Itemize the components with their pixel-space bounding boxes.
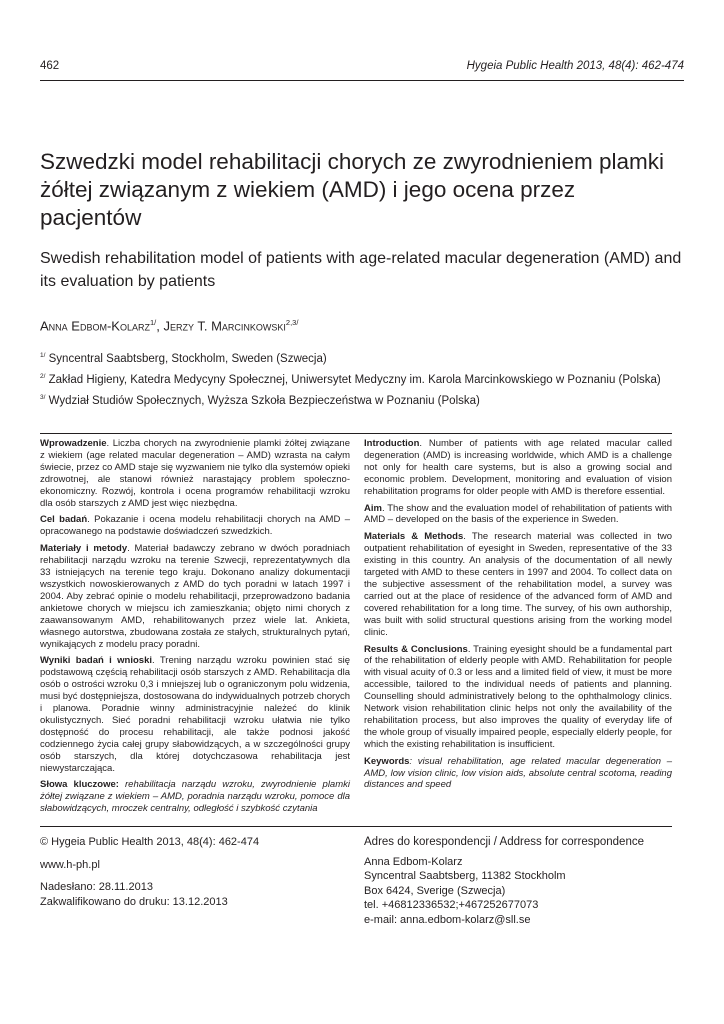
affiliations <box>40 347 661 409</box>
copyright-line: © Hygeia Public Health 2013, 48(4): 462-474 <box>40 836 260 848</box>
abstract-section: Cel badań. Pokazanie i ocena modelu rehabilitacji chorych na AMD – opracowanego na podstawie doświadczeń szwedzkich. <box>40 514 350 538</box>
keywords: Słowa kluczowe: rehabilitacja narządu wzroku, zwyrodnienie plamki żółtej związane z wiekiem – AMD, poradnia narządu wzroku, pomoce dla słabowidzących, mroczek centralny, odległość i szybkość czytania <box>40 779 350 815</box>
section-label: Wprowadzenie <box>40 438 107 449</box>
title-polish: Szwedzki model rehabilitacji chorych ze zwyrodnieniem plamki żółtej związanym z wiekiem (AMD) i jego ocena przez pacjentów <box>40 149 665 230</box>
abstract-section: Materials & Methods. The research material was collected in two outpatient rehabilitation of eyesight in Sweden, representative of the 33 existing in this country. An analysis of the documentation of all newly targeted with AMD to these centers in 1997 and 2004. To collect data on the subjective assessment of the rehabilitation model, a survey was carried out at the place of residence of the advanced form of AMD and covered rehabilitation for a long time. The survey, of his own authorship, was built with solid structural questions arising from the working model clinic. <box>364 531 672 638</box>
affiliation: $^{3/}$ Wydział Studiów Społecznych, Wyższa Szkoła Bezpieczeństwa w Poznaniu (Polska) <box>40 393 480 407</box>
abstract-english <box>364 438 672 796</box>
correspondence-heading: Adres do korespondencji / Address for correspondence <box>364 836 644 848</box>
author-name: Jerzy T. Marcinkowski <box>163 318 286 334</box>
section-label: Wyniki badań i wnioski <box>40 655 152 667</box>
abstract-section: Introduction. Number of patients with age related macular called degeneration (AMD) is increasing worldwide, which AMD is a challenge not only for health care systems, but is also a growing social and economic problem. Development, monitoring and evaluation of vision rehabilitation programs for older people with AMD is therefore essential. <box>364 438 672 497</box>
section-label: Materiały i metody <box>40 543 128 555</box>
section-label: Słowa kluczowe: <box>40 779 119 791</box>
header-rule <box>40 80 684 81</box>
page-number: 462 <box>40 60 60 72</box>
abstract-section: Results & Conclusions. Training eyesight should be a fundamental part of the rehabilitation of elderly people with AMD. Rehabilitation for people with visual acuity of 0.3 or less and a limited field of view, it must be more accessible, tailored to the individual needs of patients and planning. Counselling should administratively belong to the ophthalmology clinics. Network vision rehabilitation clinic helps not only the availability of the rehabilitation process, but also improves the quality of everyday life of the whole group of visually impaired people, especially elderly people, for which the existing rehabilitation is insufficient. <box>364 643 672 750</box>
running-header <box>40 60 684 76</box>
author-affiliation-ref: 1/ <box>149 318 157 327</box>
section-label: Aim <box>364 502 382 514</box>
correspondence-line: Box 6424, Sverige (Szwecja) <box>364 884 506 897</box>
abstract-top-rule <box>40 433 672 434</box>
author-list <box>40 318 298 333</box>
section-label: Keywords <box>364 755 410 767</box>
section-label: Results & Conclusions <box>364 643 468 655</box>
section-label: Introduction <box>364 438 420 449</box>
section-label: Cel badań <box>40 514 88 526</box>
publication-info <box>40 835 340 909</box>
correspondence-line: tel. +46812336532;+467252677073 <box>364 899 539 911</box>
abstract-section: Wprowadzenie. Liczba chorych na zwyrodnienie plamki żółtej związane z wiekiem (age related macular degeneration – AMD) wzrasta na całym świecie, przez co AMD staje się wyzwaniem nie tylko dla systemów opieki zdrowotnej, ale stanowi również narastający problem społeczno-ekonomiczny. Rozwój, kontrola i ocena programów rehabilitacji wzroku dla osób starszych z AMD jest więc niezbędna. <box>40 438 350 509</box>
keywords: Keywords: visual rehabilitation, age related macular degeneration – AMD, low vision clinic, low vision aids, absolute central scotoma, reading distances and speed <box>364 755 672 791</box>
submitted-date: Nadesłano: 28.11.2013 <box>40 881 153 893</box>
section-label: Materials & Methods <box>364 531 464 543</box>
correspondence-line: Syncentral Saabtsberg, 11382 Stockholm <box>364 870 566 882</box>
affiliation: $^{2/}$ Zakład Higieny, Katedra Medycyny Społecznej, Uniwersytet Medyczny im. Karola Marcinkowskiego w Poznaniu (Polska) <box>40 372 661 386</box>
abstract-section: Wyniki badań i wnioski. Trening narządu wzroku powinien stać się podstawową częścią rehabilitacji osób starszych z AMD. Rehabilitacja dla osób o ostrości wzroku 0,3 i mniejszej lub o ograniczonym polu widzenia, musi być dostępniejsza, dostosowana do indywidualnych potrzeb chorych i planowa. Poradnie winny administracyjnie należeć do klinik okulistycznych. Sieć poradni rehabilitacji wzroku ułatwia nie tylko dostępność do procesu rehabilitacji, ale także podnosi jakość codziennego życia całej grupy słabowidzących, a w szczególności grupy osób starszych, dla której dotychczasowa rehabilitacja jest niewystarczająca. <box>40 655 350 774</box>
website-link[interactable]: www.h-ph.pl <box>40 858 100 871</box>
author-name: Anna Edbom-Kolarz <box>40 318 150 334</box>
abstract-section: Materiały i metody. Materiał badawczy zebrano w dwóch poradniach rehabilitacji narządu wzroku na terenie Szwecji, reprezentatywnych dla 33 istniejących na terenie tego kraju. Dokonano analizy dokumentacji wszystkich nowoskierowanych z AMD do tych poradni w latach 1997 i 2004. Aby zebrać opinie o modelu rehabilitacji, przeprowadzono badania ankietowe chorych w miejscu ich zamieszkania; objęto nimi chorych z zaawansowanym AMD, rehabilitowanych przez wiele lat. Ankieta, własnego autorstwa, zbudowana została ze stałych, strukturalnych pytań, wynikających z modelu pracy poradni. <box>40 543 350 650</box>
footer-top-rule <box>40 826 672 827</box>
author-affiliation-ref: 2,3/ <box>285 318 299 327</box>
correspondence-line: Anna Edbom-Kolarz <box>364 855 463 868</box>
correspondence <box>364 835 684 927</box>
title-english: Swedish rehabilitation model of patients with age-related macular degeneration (AMD) and its evaluation by patients <box>40 250 682 290</box>
journal-reference: Hygeia Public Health 2013, 48(4): 462-474 <box>466 60 684 72</box>
author-separator: , <box>156 318 164 334</box>
abstract-section: Aim. The show and the evaluation model of rehabilitation of patients with AMD – developed on the basis of the experience in Sweden. <box>364 502 672 526</box>
email-link[interactable]: e-mail: anna.edbom-kolarz@sll.se <box>364 913 531 926</box>
abstract-polish <box>40 438 350 820</box>
affiliation: $^{1/}$ Syncentral Saabtsberg, Stockholm, Sweden (Szwecja) <box>40 352 327 365</box>
accepted-date: Zakwalifikowano do druku: 13.12.2013 <box>40 895 228 908</box>
